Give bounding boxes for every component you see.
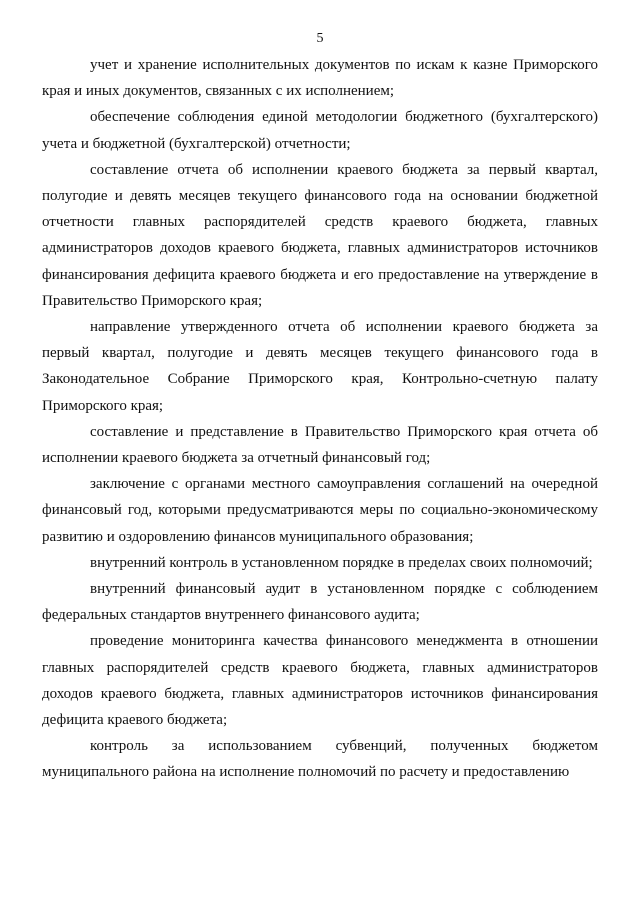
paragraph: контроль за использованием субвенций, полученных бюджетом муниципального района на исполнение полномочий по расчету и предоставлению xyxy=(42,738,598,781)
paragraph: внутренний контроль в установленном порядке в пределах своих полномочий; xyxy=(90,554,593,571)
paragraph: проведение мониторинга качества финансового менеджмента в отношении главных распорядителей средств краевого бюджета, главных администраторов доходов краевого бюджета, главных администраторов источников финансирования дефицита краевого бюджета; xyxy=(42,633,598,729)
paragraph: учет и хранение исполнительных документов по искам к казне Приморского края и иных документов, связанных с их исполнением; xyxy=(42,57,598,100)
paragraph: внутренний финансовый аудит в установленном порядке с соблюдением федеральных стандартов внутреннего финансового аудита; xyxy=(42,581,598,624)
paragraph: заключение с органами местного самоуправления соглашений на очередной финансовый год, которыми предусматриваются меры по социально-экономическому развитию и оздоровлению финансов муниципального образования; xyxy=(42,476,598,545)
paragraph: направление утвержденного отчета об исполнении краевого бюджета за первый квартал, полугодие и девять месяцев текущего финансового года в Законодательное Собрание Приморского края, Контрольно-счетную палату Приморского края; xyxy=(42,319,598,414)
document-body xyxy=(42,52,598,786)
paragraph: составление и представление в Правительство Приморского края отчета об исполнении краевого бюджета за отчетный финансовый год; xyxy=(42,423,598,467)
paragraph: обеспечение соблюдения единой методологии бюджетного (бухгалтерского) учета и бюджетной (бухгалтерской) отчетности; xyxy=(42,109,598,152)
paragraph: составление отчета об исполнении краевого бюджета за первый квартал, полугодие и девять месяцев текущего финансового года на основании бюджетной отчетности главных распорядителей средств краевого бюджета, главных администраторов доходов краевого бюджета, главных администраторов источников финансирования дефицита краевого бюджета и его предоставление на утверждение в Правительство Приморского края; xyxy=(42,161,598,309)
page-number: 5 xyxy=(316,31,324,46)
